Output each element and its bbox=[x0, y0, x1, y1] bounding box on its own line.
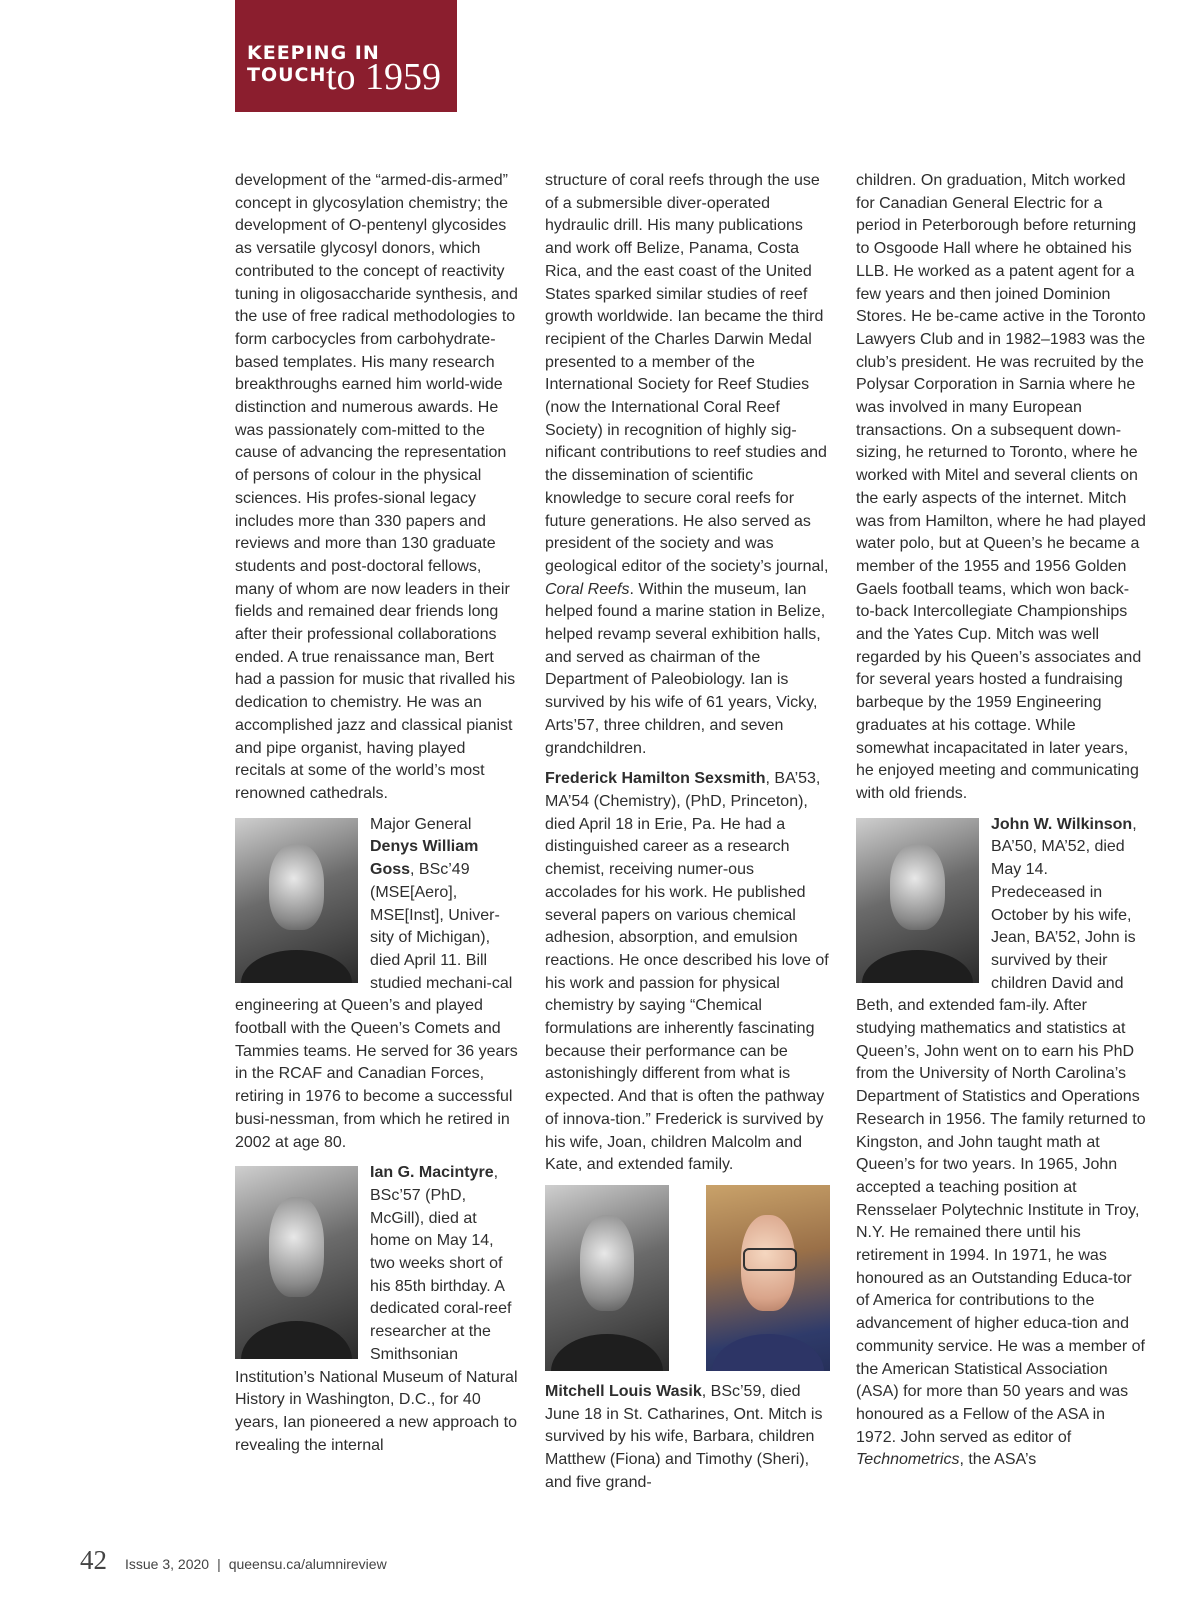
obituary-wasik bbox=[545, 1381, 830, 1495]
macintyre-name: Ian G. Macintyre bbox=[370, 1164, 494, 1182]
portrait-photo-wasik-young bbox=[545, 1185, 669, 1371]
obituary-macintyre bbox=[235, 1162, 520, 1457]
paragraph: development of the “armed-dis-armed” concept in glycosylation chemistry; the development of O-pentenyl glycosides as versatile glycosyl donors, which contributed to the concept of reactivity tuning in oligosaccharide synthesis, and the use of free radical methodologies to form carbocycles from carbohydrate-based templates. His many research breakthroughs earned him world-wide distinction and numerous awards. He was passionately com-mitted to the cause of advancing the representation of persons of colour in the physical sciences. His profes-sional legacy includes more than 330 papers and reviews and more than 130 graduate students and post-doctoral fellows, many of whom are now leaders in their fields and remained dear friends long after their professional collaborations ended. A true renaissance man, Bert had a passion for music that rivalled his dedication to chemistry. He was an accomplished jazz and classical pianist and pipe organist, having played recitals at some of the world’s most renowned cathedrals. bbox=[235, 172, 518, 802]
wasik-text: , BSc’59, died June 18 in St. Catharines, Ont. Mitch is survived by his wife, Barbara, children Matthew (Fiona) and Timothy (Sheri), and five grand- bbox=[545, 1382, 823, 1491]
footer-url[interactable]: queensu.ca/alumnireview bbox=[228, 1556, 387, 1572]
journal-title: Coral Reefs bbox=[545, 580, 630, 598]
portrait-photo-wilkinson bbox=[856, 818, 979, 983]
sexsmith-text: , BA’53, MA’54 (Chemistry), (PhD, Princeton), died April 18 in Erie, Pa. He had a distinguished career as a research chemist, receiving numer-ous accolades for his work. He published several papers on various chemical adhesion, absorption, and emulsion reactions. He once described his love of his work and passion for physical chemistry by saying “Chemical formulations are inherently fascinating because their performance can be astonishingly different from what is expected. And that is often the pathway of innova-tion.” Frederick is survived by his wife, Joan, children Malcolm and Kate, and extended family. bbox=[545, 770, 829, 1174]
macintyre-text: , BSc’57 (PhD, McGill), died at home on May 14, two weeks short of his 85th birthday. A dedicated coral-reef researcher at the Smithsonian Institution’s National Museum of Natural History in Washington, D.C., for 40 years, Ian pioneered a new approach to revealing the internal bbox=[235, 1164, 518, 1454]
wasik-name: Mitchell Louis Wasik bbox=[545, 1382, 702, 1400]
goss-name: Denys William Goss bbox=[370, 838, 479, 879]
obituary-sexsmith bbox=[545, 768, 830, 1177]
column-3 bbox=[856, 170, 1146, 1480]
wilkinson-text-end: , the ASA’s bbox=[959, 1451, 1037, 1469]
page-footer bbox=[80, 1545, 387, 1576]
portrait-photo-macintyre bbox=[235, 1166, 358, 1359]
macintyre-continued-end: . Within the museum, Ian helped found a marine station in Belize, helped revamp several exhibition halls, and served as chairman of the Department of Paleobiology. Ian is survived by his wife of 61 years, Vicky, Arts’57, three children, and seven grandchildren. bbox=[545, 580, 826, 757]
wilkinson-text: , BA’50, MA’52, died May 14. Predeceased in October by his wife, Jean, BA’52, John is survived by their children David and Beth, and extended fam-ily. After studying mathematics and statistics at Queen’s, John went on to earn his PhD from the University of North Carolina’s Department of Statistics and Operations Research in 1956. The family returned to Kingston, and John taught math at Queen’s for two years. In 1965, John accepted a teaching position at Rensselaer Polytechnic Institute in Troy, N.Y. He remained there until his retirement in 1994. In 1971, he was honoured as an Outstanding Educa-tor of America for contributions to the advancement of higher educa-tion and community service. He was a member of the American Statistical Association (ASA) for more than 50 years and was honoured as a Fellow of the ASA in 1972. John served as editor of bbox=[856, 815, 1146, 1446]
issue-label: Issue 3, 2020 bbox=[125, 1556, 210, 1572]
section-banner bbox=[235, 0, 457, 112]
obituary-goss bbox=[235, 814, 520, 1155]
macintyre-continued: structure of coral reefs through the use of a submersible diver-operated hydraulic drill. His many publications and work off Belize, Panama, Costa Rica, and the east coast of the United States sparked similar studies of reef growth worldwide. Ian became the third recipient of the Charles Darwin Medal presented to a member of the International Society for Reef Studies (now the International Coral Reef Society) in recognition of highly sig-nificant contributions to reef studies and the dissemination of scientific knowledge to secure coral reefs for future generations. He also served as president of the society and was geological editor of the society’s journal, bbox=[545, 172, 829, 575]
wasik-photos bbox=[545, 1185, 830, 1371]
paragraph bbox=[545, 170, 830, 760]
obituary-wilkinson bbox=[856, 814, 1146, 1472]
footer-separator: | bbox=[217, 1556, 221, 1572]
page-number: 42 bbox=[80, 1545, 107, 1575]
portrait-photo-goss bbox=[235, 818, 358, 983]
column-1 bbox=[235, 170, 520, 1465]
banner-subtitle: to 1959 bbox=[326, 56, 442, 98]
goss-text: , BSc’49 (MSE[Aero], MSE[Inst], Univer-sity of Michigan), died April 11. Bill studied mechani-cal engineering at Queen’s and played football with the Queen’s Comets and Tammies teams. He served for 36 years in the RCAF and Canadian Forces, retiring in 1976 to become a successful busi-nessman, from which he retired in 2002 at age 80. bbox=[235, 861, 518, 1151]
column-2 bbox=[545, 170, 830, 1502]
journal-title: Technometrics bbox=[856, 1451, 960, 1469]
wilkinson-name: John W. Wilkinson bbox=[991, 815, 1133, 833]
goss-prefix: Major General bbox=[370, 815, 472, 833]
sexsmith-name: Frederick Hamilton Sexsmith bbox=[545, 770, 766, 788]
portrait-photo-wasik-older bbox=[706, 1185, 830, 1371]
banner-title: KEEPING IN TOUCH bbox=[247, 42, 380, 86]
paragraph: children. On graduation, Mitch worked for Canadian General Electric for a period in Peterborough before returning to Osgoode Hall where he obtained his LLB. He worked as a patent agent for a few years and then joined Dominion Stores. He be-came active in the Toronto Lawyers Club and in 1982–1983 was the club’s president. He was recruited by the Polysar Corporation in Sarnia where he was involved in many European transactions. On a subsequent down-sizing, he returned to Toronto, where he worked with Mitel and several clients on the early aspects of the internet. Mitch was from Hamilton, where he had played water polo, but at Queen’s he became a member of the 1955 and 1956 Golden Gaels football teams, which won back-to-back Intercollegiate Championships and the Yates Cup. Mitch was well regarded by his Queen’s associates and for several years hosted a fundraising barbeque by the 1959 Engineering graduates at his cottage. While somewhat incapacitated in later years, he enjoyed meeting and communicating with old friends. bbox=[856, 172, 1146, 802]
